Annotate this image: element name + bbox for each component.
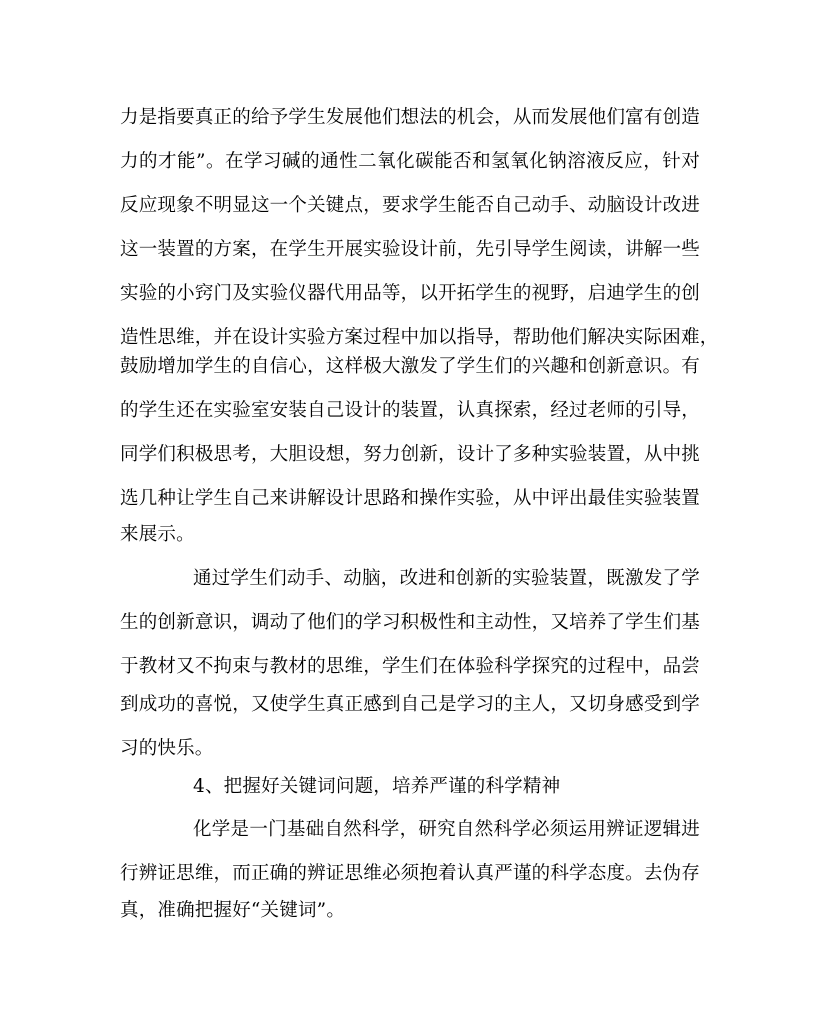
text-line: 于教材又不拘束与教材的思维，学生们在体验科学探究的过程中，品尝 [120,656,700,677]
text-line: 力是指要真正的给予学生发展他们想法的机会，从而发展他们富有创造 [120,107,700,128]
text-line: 习的快乐。 [120,738,214,759]
text-line: 的学生还在实验室安装自己设计的装置，认真探索，经过老师的引导， [120,400,700,421]
text-line: 行辨证思维，而正确的辨证思维必须抱着认真严谨的科学态度。去伪存 [120,863,700,884]
text-line: 真，准确把握好“关键词”。 [120,900,346,921]
text-line: 反应现象不明显这一个关键点，要求学生能否自己动手、动脑设计改进 [120,195,700,216]
text-line: 生的创新意识，调动了他们的学习积极性和主动性，又培养了学生们基 [120,612,700,633]
text-line: 同学们积极思考，大胆设想，努力创新，设计了多种实验装置，从中挑 [120,444,700,465]
text-line: 这一装置的方案，在学生开展实验设计前，先引导学生阅读，讲解一些 [120,239,700,260]
text-line: 实验的小窍门及实验仪器代用品等，以开拓学生的视野，启迪学生的创 [120,283,700,304]
text-line: 来展示。 [120,524,195,545]
section-heading: 4、把握好关键词问题，培养严谨的科学精神 [193,776,561,797]
text-line: 造性思维，并在设计实验方案过程中加以指导，帮助他们解决实际困难， [120,327,719,348]
text-line: 通过学生们动手、动脑，改进和创新的实验装置，既激发了学 [193,568,700,589]
text-line: 选几种让学生自己来讲解设计思路和操作实验，从中评出最佳实验装置 [120,488,700,509]
text-line: 化学是一门基础自然科学，研究自然科学必须运用辨证逻辑进 [193,819,700,840]
text-line: 鼓励增加学生的自信心，这样极大激发了学生们的兴趣和创新意识。有 [120,356,700,377]
text-line: 力的才能”。在学习碱的通性二氧化碳能否和氢氧化钠溶液反应，针对 [120,151,700,172]
text-line: 到成功的喜悦，又使学生真正感到自己是学习的主人，又切身感受到学 [120,694,700,715]
